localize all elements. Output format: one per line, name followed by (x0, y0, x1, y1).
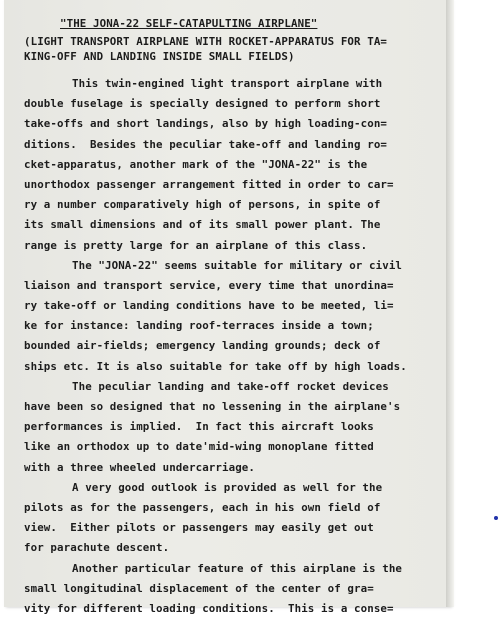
paragraph-line: ke for instance: landing roof-terraces inside a town; (24, 319, 374, 333)
paragraph-line: pilots as for the passengers, each in his own field of (24, 500, 381, 514)
paragraph-line: The peculiar landing and take-off rocket devices (72, 379, 389, 393)
paragraph-line: small longitudinal displacement of the center of gra= (24, 581, 374, 595)
subtitle-line-1: (LIGHT TRANSPORT AIRPLANE WITH ROCKET-APPARATUS FOR TA= (24, 35, 388, 48)
page-edge (446, 0, 454, 607)
paragraph-line: The "JONA-22" seems suitable for military or civil (72, 258, 403, 272)
paragraph-line: view. Either pilots or passengers may easily get out (24, 521, 374, 535)
subtitle-line-2: KING-OFF AND LANDING INSIDE SMALL FIELDS) (24, 50, 295, 63)
paragraph-line: performances is implied. In fact this aircraft looks (24, 420, 374, 434)
paragraph-line: take-offs and short landings, also by high loading-con= (24, 117, 388, 131)
paragraph-line: ry a number comparatively high of persons, in spite of (24, 198, 381, 212)
paragraph-line: ry take-off or landing conditions have to be meeted, li= (24, 299, 394, 313)
paragraph-line: ships etc. It is also suitable for take off by high loads. (24, 359, 407, 373)
document-page (4, 0, 450, 615)
paragraph-line: range is pretty large for an airplane of this class. (24, 238, 368, 252)
paragraph-line: bounded air-fields; emergency landing grounds; deck of (24, 339, 381, 353)
paragraph-line: have been so designed that no lessening in the airplane's (24, 400, 401, 413)
paragraph-line: This twin-engined light transport airplane with (72, 77, 383, 90)
document-title: "THE JONA-22 SELF-CATAPULTING AIRPLANE" (60, 17, 318, 30)
paragraph-line: liaison and transport service, every time that unordina= (24, 278, 394, 292)
paragraph-line: like an orthodox up to date'mid-wing monoplane fitted (24, 440, 374, 454)
typed-text-body (24, 14, 454, 619)
paragraph-line: ditions. Besides the peculiar take-off and landing ro= (24, 137, 388, 151)
paragraph-line: with a three wheeled undercarriage. (24, 460, 256, 474)
paragraph-line: unorthodox passenger arrangement fitted in order to car= (24, 177, 394, 191)
paragraph-line: vity for different loading conditions. This is a conse= (24, 601, 394, 615)
paragraph-line: double fuselage is specially designed to perform short (24, 97, 381, 111)
paragraph-line: Another particular feature of this airplane is the (72, 561, 403, 575)
paragraph-line: for parachute descent. (24, 541, 170, 555)
paragraph-line: A very good outlook is provided as well for the (72, 480, 383, 494)
paragraph-line: cket-apparatus, another mark of the "JONA-22" is the (24, 157, 368, 171)
paragraph-line: its small dimensions and of its small power plant. The (24, 218, 381, 232)
ink-dot (494, 516, 498, 520)
